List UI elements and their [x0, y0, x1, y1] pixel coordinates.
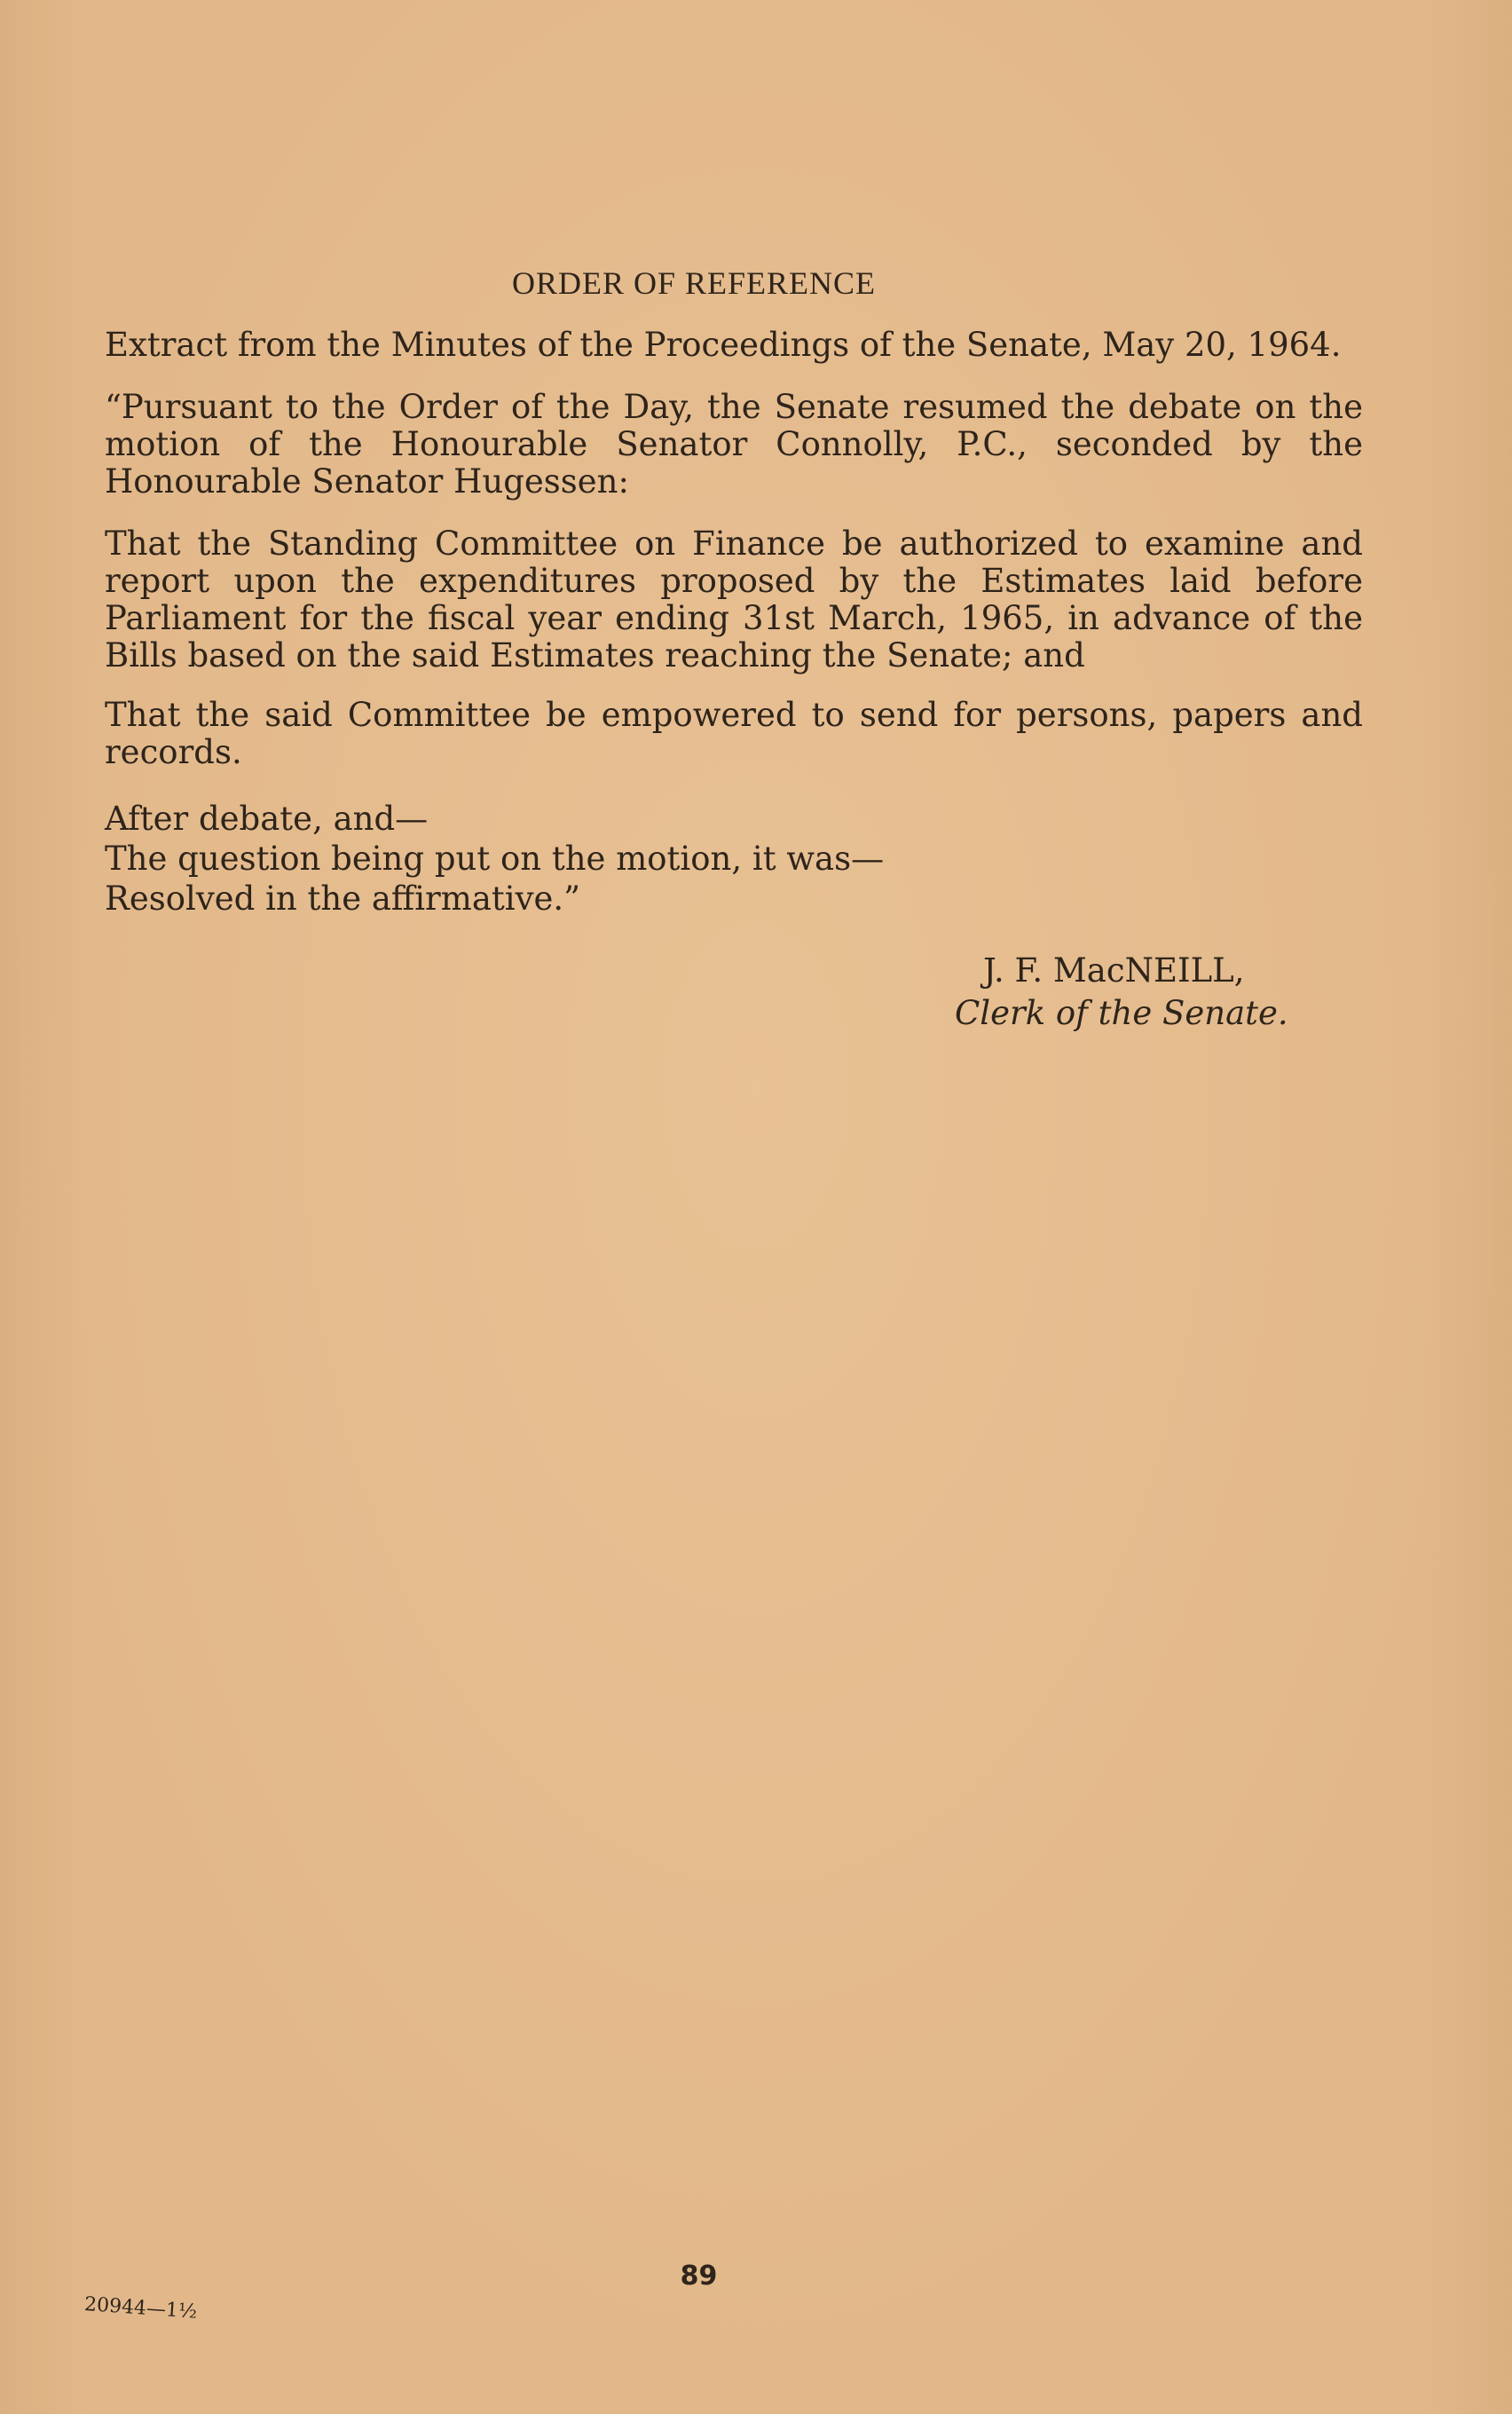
document-heading: ORDER OF REFERENCE — [511, 265, 877, 301]
quote-paragraph: “Pursuant to the Order of the Day, the Senate resumed the debate on the motion of the Honourable Senator Connolly, P.C., seconded by the Honourable Senator Hugessen: — [105, 388, 1363, 501]
resolution-paragraph-2: That the said Committee be empowered to send for persons, papers and records. — [105, 696, 1363, 771]
signature-block — [955, 950, 1288, 1035]
signature-name: J. F. MacNEILL, — [983, 951, 1245, 990]
closing-line-question: The question being put on the motion, it was— — [105, 840, 885, 878]
closing-lines — [105, 799, 884, 919]
page-number: 89 — [680, 2260, 718, 2292]
resolution-paragraph-1: That the Standing Committee on Finance be authorized to examine and report upon the expenditures proposed by the Estimates laid before Parliament for the fiscal year ending 31st March, 1965, in advance of the Bills based on the said Estimates reaching the Senate; and — [105, 525, 1363, 674]
extract-line: Extract from the Minutes of the Proceedings of the Senate, May 20, 1964. — [105, 326, 1342, 364]
print-code: 20944—1½ — [83, 2293, 199, 2323]
signature-title: Clerk of the Senate. — [955, 994, 1288, 1032]
closing-line-resolved: Resolved in the affirmative.” — [105, 880, 581, 918]
closing-line-debate: After debate, and— — [105, 800, 429, 838]
